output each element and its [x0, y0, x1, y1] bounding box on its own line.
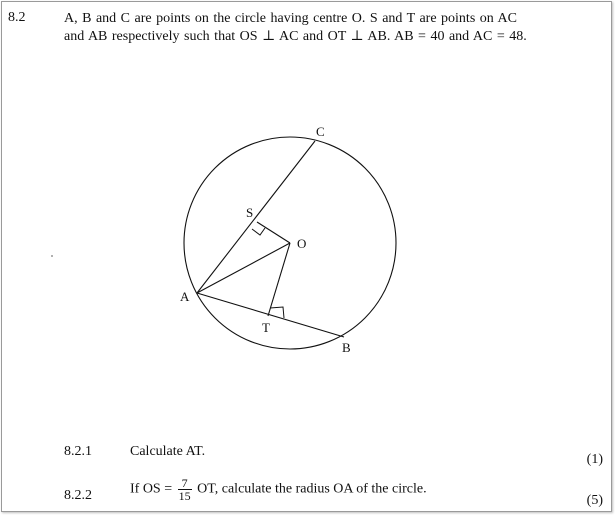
chord-ac: [197, 141, 315, 293]
label-o: O: [297, 236, 307, 251]
intro-line-1: A, B and C are points on the circle having centre O. S and T are points on AC: [64, 11, 517, 26]
right-angle-s: [252, 228, 265, 235]
label-s: S: [246, 205, 254, 220]
part-2-number: 8.2.2: [64, 488, 92, 503]
part-2-prefix: If OS =: [130, 481, 173, 497]
part-2-marks: (5): [586, 493, 603, 508]
fraction-7-15: [178, 477, 192, 502]
part-1-marks: (1): [586, 452, 603, 467]
label-t: T: [262, 320, 270, 335]
segment-ot: [268, 243, 290, 316]
intro-line-2: and AB respectively such that OS ⊥ AC and OT ⊥ AB. AB = 40 and AC = 48.: [64, 29, 527, 44]
fraction-numerator: 7: [178, 477, 192, 490]
label-b: B: [342, 340, 351, 355]
scan-speck: [51, 255, 53, 257]
part-2-suffix: OT, calculate the radius OA of the circle.: [197, 481, 427, 497]
label-c: C: [316, 124, 325, 139]
right-angle-t: [270, 307, 284, 318]
question-number: 8.2: [8, 10, 26, 25]
part-2-text: [130, 477, 427, 502]
segment-oa: [197, 243, 290, 293]
label-a: A: [180, 289, 190, 304]
part-1-number: 8.2.1: [64, 444, 92, 459]
part-1-text: Calculate AT.: [130, 444, 206, 459]
fraction-denominator: 15: [178, 489, 191, 503]
chord-ab: [197, 293, 344, 337]
